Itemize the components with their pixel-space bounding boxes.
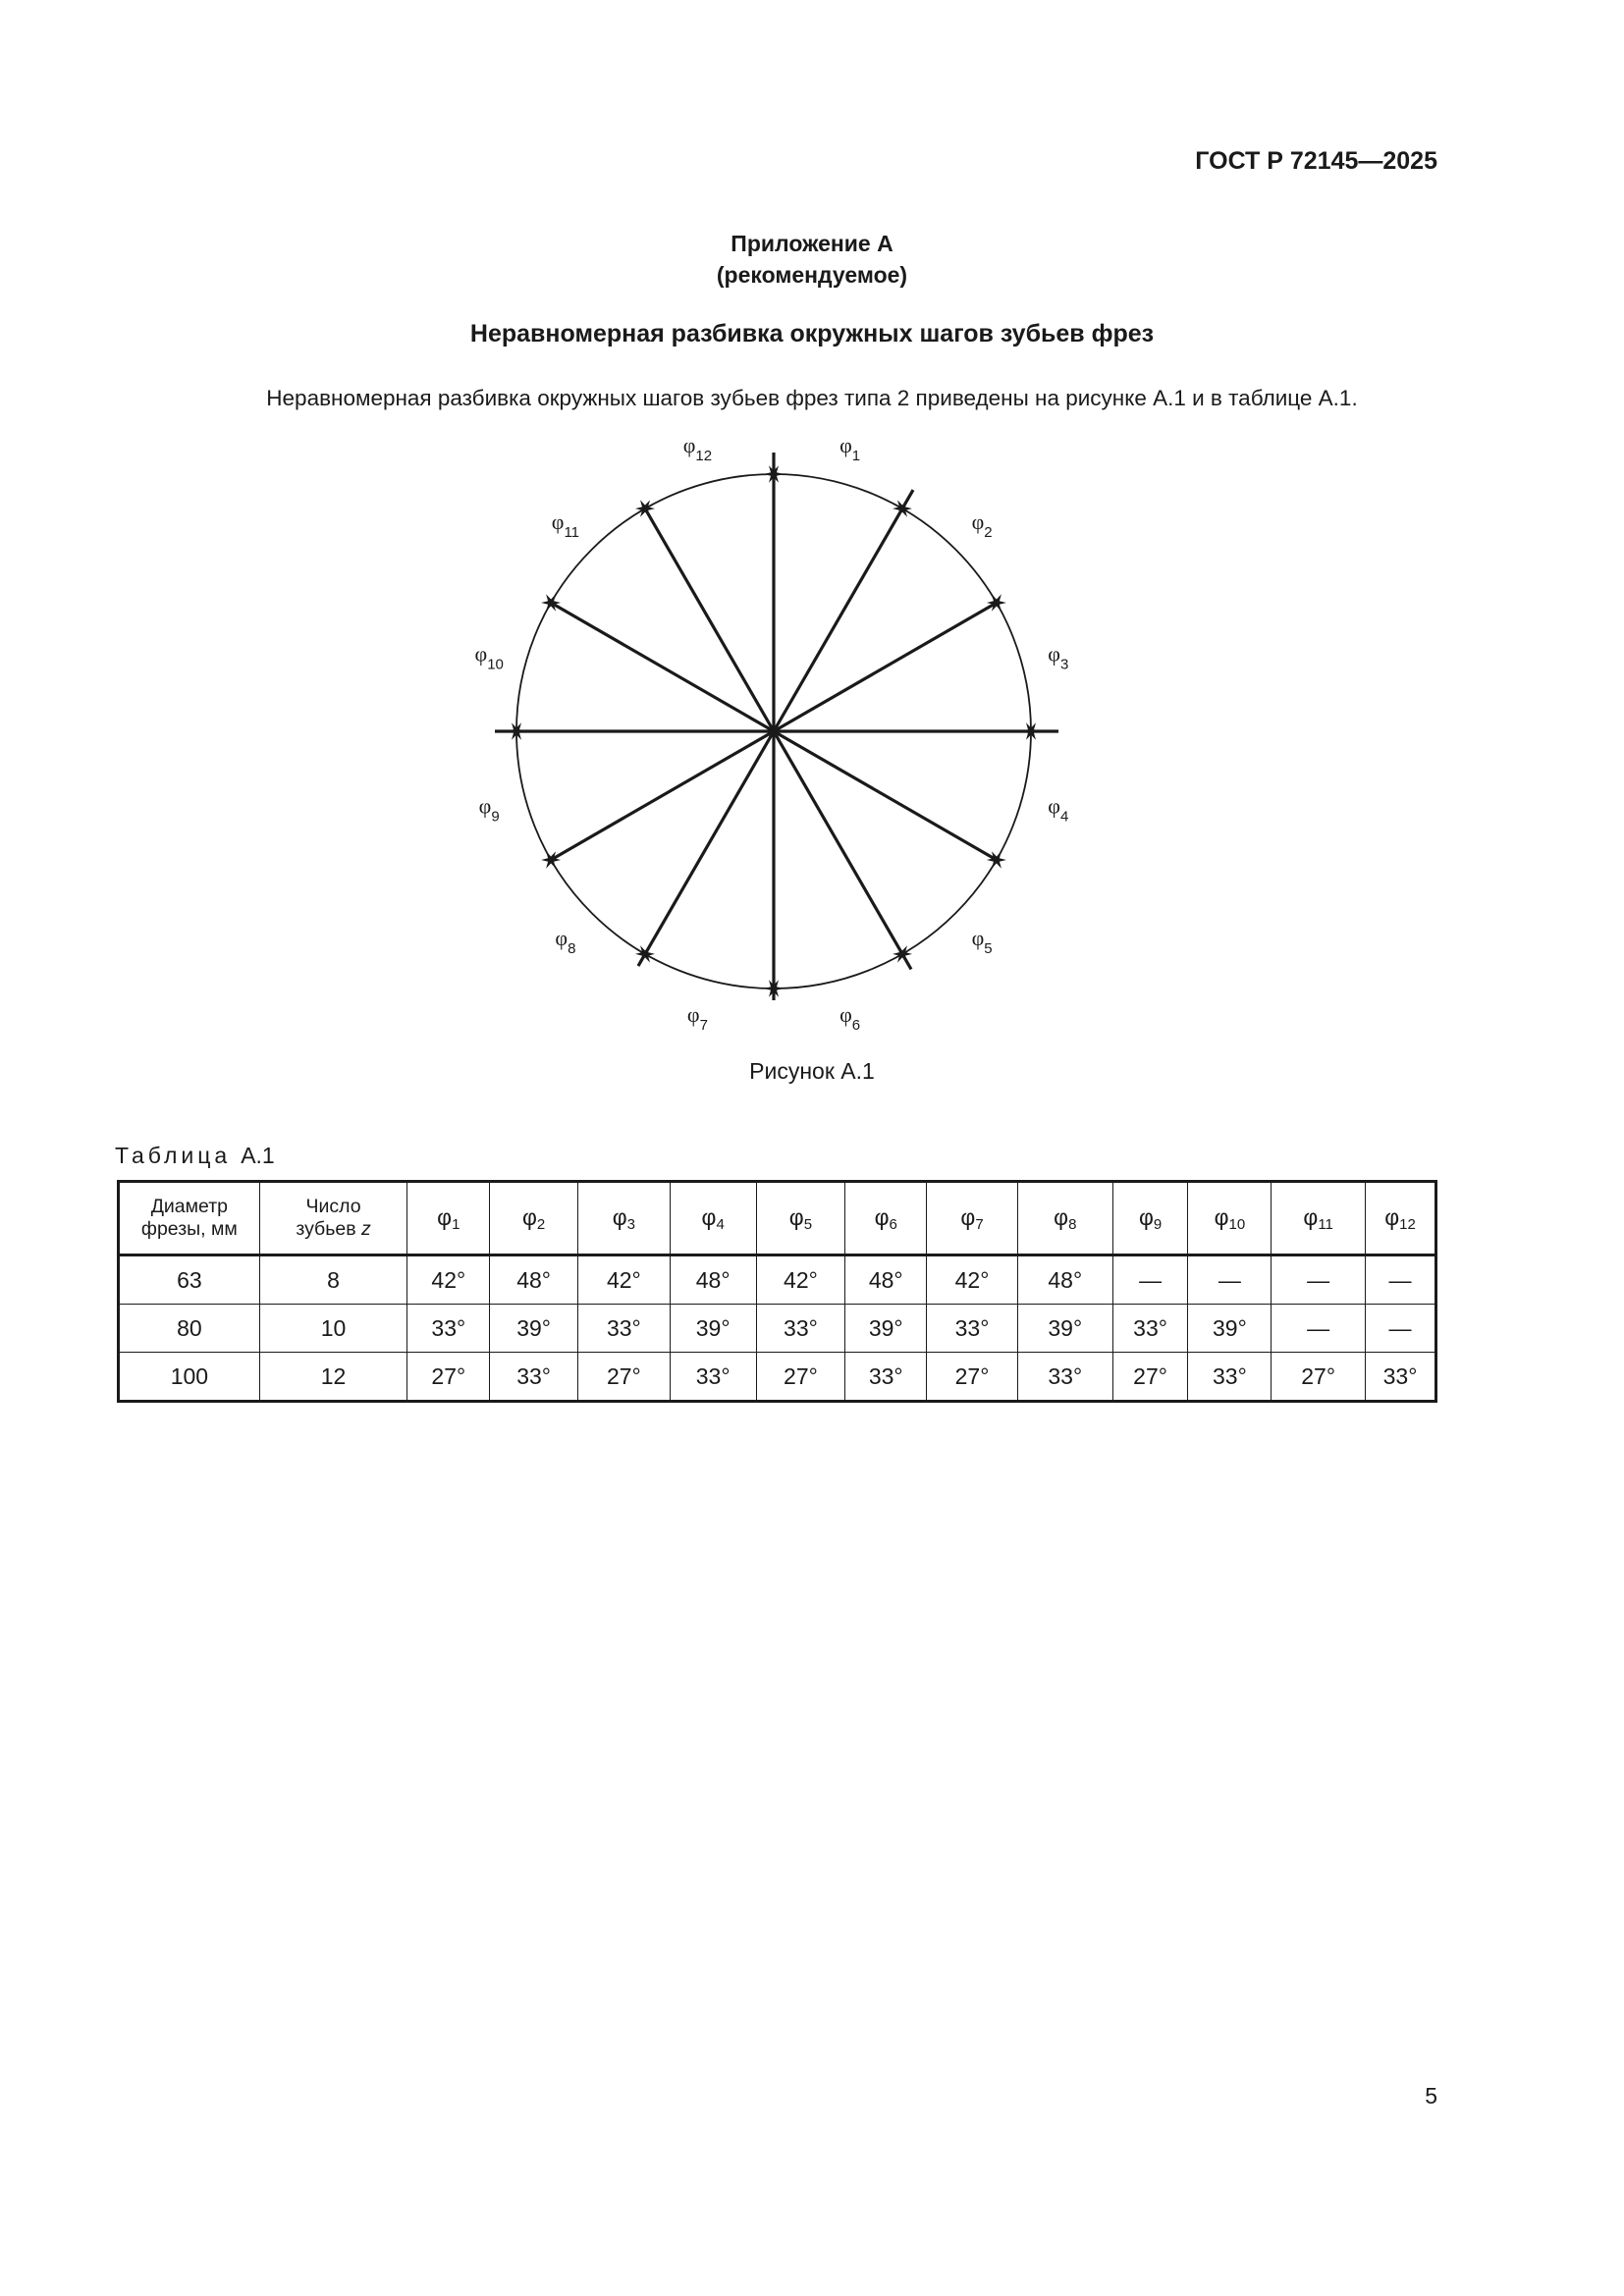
table-row bbox=[119, 1305, 1436, 1353]
cell-phi-6: 48° bbox=[845, 1255, 927, 1305]
phi-label-12: $\varphi_{12}$ bbox=[682, 433, 713, 465]
phi-label-6: $\varphi_6$ bbox=[839, 1001, 861, 1034]
cell-phi-4: 33° bbox=[670, 1353, 756, 1402]
table-label-word: Таблица bbox=[115, 1143, 232, 1168]
cell-phi-12: — bbox=[1366, 1305, 1436, 1353]
cell-phi-3: 33° bbox=[577, 1305, 670, 1353]
header-phi-2: $\varphi_2$ bbox=[490, 1182, 578, 1255]
header-phi-4: $\varphi_4$ bbox=[670, 1182, 756, 1255]
phi-label-8: $\varphi_8$ bbox=[555, 926, 576, 958]
cell-phi-3: 42° bbox=[577, 1255, 670, 1305]
header-phi-3: $\varphi_3$ bbox=[577, 1182, 670, 1255]
tooth-line bbox=[774, 731, 999, 862]
table-row bbox=[119, 1353, 1436, 1402]
cell-phi-9: 33° bbox=[1112, 1305, 1188, 1353]
phi-label-1: $\varphi_1$ bbox=[839, 433, 861, 465]
tooth-line bbox=[549, 602, 774, 732]
cell-phi-11: — bbox=[1272, 1305, 1366, 1353]
phi-label-5: $\varphi_5$ bbox=[971, 926, 993, 958]
phi-label-9: $\varphi_9$ bbox=[478, 793, 500, 826]
header-phi-1: $\varphi_1$ bbox=[407, 1182, 490, 1255]
header-phi-9: $\varphi_9$ bbox=[1112, 1182, 1188, 1255]
cell-phi-6: 39° bbox=[845, 1305, 927, 1353]
pitch-table bbox=[117, 1180, 1437, 1403]
tooth-marker bbox=[635, 500, 655, 516]
table-row bbox=[119, 1255, 1436, 1305]
tooth-marker bbox=[893, 945, 912, 962]
cell-phi-10: — bbox=[1188, 1255, 1272, 1305]
cell-phi-12: 33° bbox=[1366, 1353, 1436, 1402]
tooth-pitch-diagram bbox=[0, 0, 1624, 1050]
tooth-marker bbox=[541, 594, 561, 611]
cell-teeth: 12 bbox=[259, 1353, 407, 1402]
tooth-line bbox=[638, 731, 774, 966]
header-phi-5: $\varphi_5$ bbox=[756, 1182, 845, 1255]
cell-phi-4: 48° bbox=[670, 1255, 756, 1305]
table-label bbox=[115, 1143, 275, 1169]
cell-phi-9: 27° bbox=[1112, 1353, 1188, 1402]
header-phi-10: $\varphi_{10}$ bbox=[1188, 1182, 1272, 1255]
cell-diameter: 63 bbox=[119, 1255, 260, 1305]
cell-phi-6: 33° bbox=[845, 1353, 927, 1402]
header-diameter: Диаметр фрезы, мм bbox=[119, 1182, 260, 1255]
header-phi-6: $\varphi_6$ bbox=[845, 1182, 927, 1255]
figure-caption: Рисунок А.1 bbox=[749, 1058, 875, 1084]
cell-phi-11: 27° bbox=[1272, 1353, 1366, 1402]
header-phi-8: $\varphi_8$ bbox=[1017, 1182, 1112, 1255]
tooth-marker bbox=[541, 851, 561, 868]
cell-phi-10: 33° bbox=[1188, 1353, 1272, 1402]
cell-phi-9: — bbox=[1112, 1255, 1188, 1305]
page-number: 5 bbox=[1425, 2083, 1437, 2109]
annex-subtitle: (рекомендуемое) bbox=[716, 262, 908, 288]
document-code: ГОСТ Р 72145—2025 bbox=[1195, 147, 1437, 175]
cell-phi-3: 27° bbox=[577, 1353, 670, 1402]
phi-label-7: $\varphi_7$ bbox=[686, 1001, 708, 1034]
table-header-row bbox=[119, 1182, 1436, 1255]
tooth-marker bbox=[893, 500, 912, 516]
intro-paragraph: Неравномерная разбивка окружных шагов зубьев фрез типа 2 приведены на рисунке А.1 и в таблице А.1. bbox=[266, 386, 1358, 410]
tooth-line bbox=[549, 731, 774, 862]
cell-phi-5: 27° bbox=[756, 1353, 845, 1402]
tooth-marker bbox=[635, 945, 655, 962]
cell-phi-7: 33° bbox=[927, 1305, 1018, 1353]
phi-label-2: $\varphi_2$ bbox=[971, 508, 993, 541]
cell-phi-1: 33° bbox=[407, 1305, 490, 1353]
phi-label-4: $\varphi_4$ bbox=[1048, 793, 1069, 826]
cell-teeth: 8 bbox=[259, 1255, 407, 1305]
cell-phi-1: 27° bbox=[407, 1353, 490, 1402]
header-phi-12: $\varphi_{12}$ bbox=[1366, 1182, 1436, 1255]
tooth-line bbox=[774, 731, 911, 969]
table-body bbox=[119, 1255, 1436, 1402]
header-phi-7: $\varphi_7$ bbox=[927, 1182, 1018, 1255]
tooth-lines bbox=[495, 453, 1058, 1000]
cell-phi-2: 48° bbox=[490, 1255, 578, 1305]
cell-phi-8: 33° bbox=[1017, 1353, 1112, 1402]
cell-diameter: 100 bbox=[119, 1353, 260, 1402]
cell-phi-2: 33° bbox=[490, 1353, 578, 1402]
cell-phi-5: 33° bbox=[756, 1305, 845, 1353]
cell-teeth: 10 bbox=[259, 1305, 407, 1353]
cell-phi-10: 39° bbox=[1188, 1305, 1272, 1353]
tooth-marker bbox=[987, 594, 1006, 611]
annex-title: Приложение А bbox=[731, 231, 893, 256]
table-label-number: А.1 bbox=[241, 1143, 275, 1168]
cell-diameter: 80 bbox=[119, 1305, 260, 1353]
cell-phi-2: 39° bbox=[490, 1305, 578, 1353]
tooth-line bbox=[774, 490, 913, 731]
cell-phi-7: 42° bbox=[927, 1255, 1018, 1305]
cell-phi-7: 27° bbox=[927, 1353, 1018, 1402]
tooth-line bbox=[774, 602, 999, 732]
tooth-line bbox=[644, 507, 775, 731]
cell-phi-5: 42° bbox=[756, 1255, 845, 1305]
cell-phi-12: — bbox=[1366, 1255, 1436, 1305]
header-teeth: Число зубьев z bbox=[259, 1182, 407, 1255]
header-phi-11: $\varphi_{11}$ bbox=[1272, 1182, 1366, 1255]
section-title: Неравномерная разбивка окружных шагов зубьев фрез bbox=[469, 320, 1155, 347]
cell-phi-8: 48° bbox=[1017, 1255, 1112, 1305]
tooth-marker bbox=[987, 851, 1006, 868]
cell-phi-1: 42° bbox=[407, 1255, 490, 1305]
cell-phi-11: — bbox=[1272, 1255, 1366, 1305]
phi-label-11: $\varphi_{11}$ bbox=[551, 508, 580, 541]
cell-phi-4: 39° bbox=[670, 1305, 756, 1353]
cell-phi-8: 39° bbox=[1017, 1305, 1112, 1353]
phi-label-3: $\varphi_3$ bbox=[1048, 641, 1069, 673]
phi-label-10: $\varphi_{10}$ bbox=[474, 641, 504, 673]
